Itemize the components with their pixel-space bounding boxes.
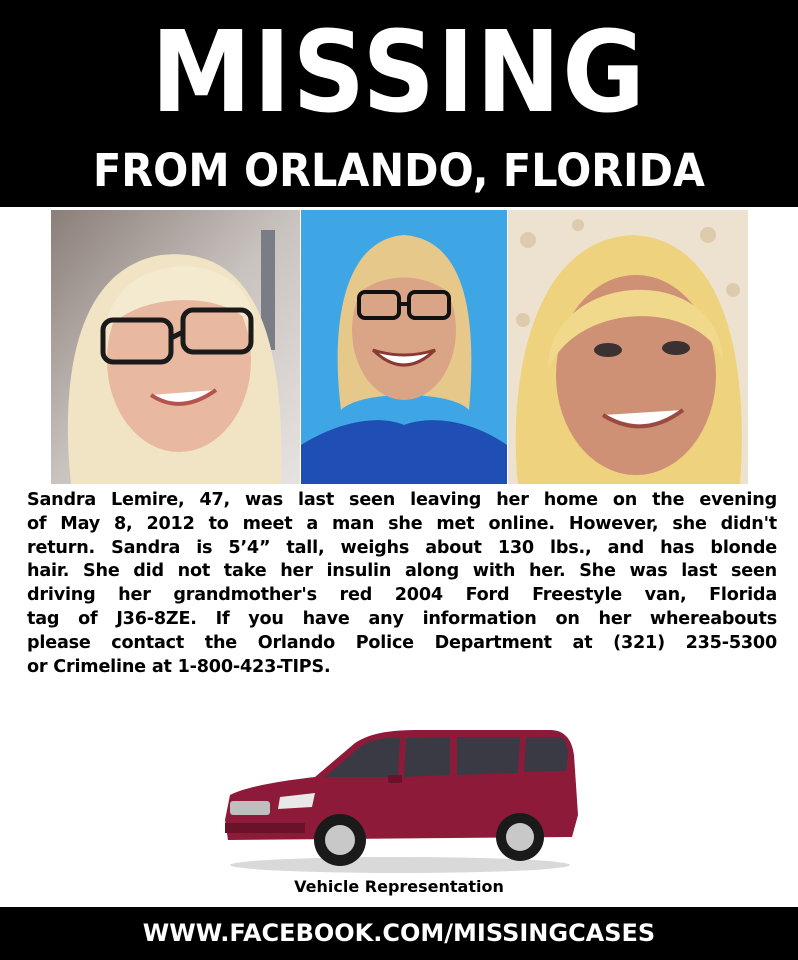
header-banner	[0, 0, 798, 207]
footer-banner	[0, 907, 798, 960]
description-line: return. Sandra is 5’4” tall, weighs about 130 lbs., and has blonde	[27, 537, 777, 558]
description-line: hair. She did not take her insulin along with her. She was last seen	[27, 561, 777, 582]
description-line: Sandra Lemire, 47, was last seen leaving her home on the evening	[27, 490, 777, 510]
vehicle-image	[220, 725, 580, 875]
poster-title: MISSING	[151, 8, 647, 138]
description-paragraph	[27, 489, 777, 679]
photo-strip	[51, 210, 748, 484]
description-line: driving her grandmother's red 2004 Ford Freestyle van, Florida	[27, 585, 777, 606]
description-line: of May 8, 2012 to meet a man she met online. However, she didn't	[27, 513, 777, 534]
photo-2	[301, 210, 507, 484]
photo-3	[508, 210, 748, 484]
description-line: or Crimeline at 1-800-423-TIPS.	[27, 656, 331, 677]
description-line: please contact the Orlando Police Department at (321) 235-5300	[27, 632, 777, 653]
photo-1	[51, 210, 300, 484]
vehicle-caption: Vehicle Representation	[294, 877, 504, 896]
footer-url: WWW.FACEBOOK.COM/MISSINGCASES	[142, 919, 656, 947]
description-line: tag of J36-8ZE. If you have any information on her whereabouts	[27, 608, 777, 629]
poster-subtitle: FROM ORLANDO, FLORIDA	[93, 144, 705, 197]
